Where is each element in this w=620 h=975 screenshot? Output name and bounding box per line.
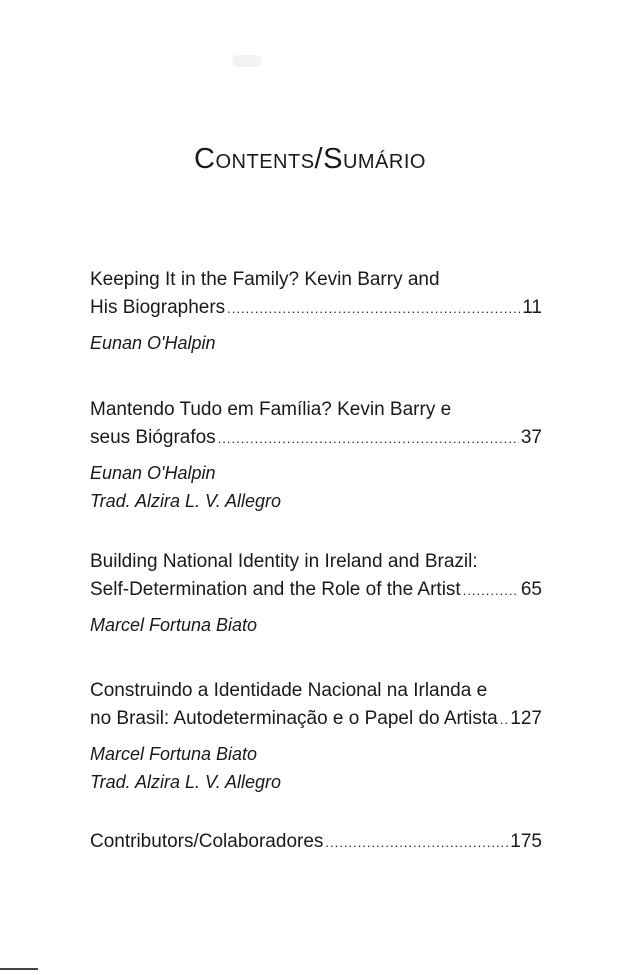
entry-title-line-1 [90,396,542,424]
entry-author: Eunan O'Halpin [90,333,216,353]
entry-title-line-1 [90,548,542,576]
entry-title-part-1: Building National Identity in Ireland and Brazil: [90,551,478,572]
entry-title-line-2 [90,576,542,605]
entry-page-number: 37 [520,427,542,448]
entry-title-line-1 [90,266,542,294]
entry-author: Marcel Fortuna Biato [90,615,258,635]
dot-leader [463,577,519,605]
entry-title-part-2: seus Biógrafos [90,427,216,448]
entry-title-line-2 [90,424,542,453]
toc-contributors [90,828,542,857]
dot-leader [227,295,520,323]
dot-leader [325,829,508,857]
entry-title-part-1: Mantendo Tudo em Família? Kevin Barry e [90,399,452,420]
page-edge-mark [0,968,38,970]
contributors-page-number: 175 [510,831,542,852]
contributors-label: Contributors/Colaboradores [90,831,324,852]
entry-page-number: 11 [522,297,542,318]
entry-title-line-2 [90,294,542,323]
entry-title-part-2: Self-Determination and the Role of the Artist [90,579,461,600]
dot-leader [218,425,519,453]
contributors-line [90,828,542,857]
entry-translator: Trad. Alzira L. V. Allegro [90,772,282,792]
toc-entry [90,548,542,639]
toc-entry [90,266,542,357]
entry-page-number: 127 [510,708,542,729]
page-title: Contents/Sumário [194,143,426,175]
toc-entry [90,396,542,515]
entry-page-number: 65 [520,579,542,600]
entry-title-part-2: His Biographers [90,297,226,318]
entry-title-part-2: no Brasil: Autodeterminação e o Papel do Artista [90,708,498,729]
entry-title-part-1: Construindo a Identidade Nacional na Irlanda e [90,680,488,701]
entry-title-part-1: Keeping It in the Family? Kevin Barry and [90,269,440,290]
entry-translator: Trad. Alzira L. V. Allegro [90,491,282,511]
entry-author: Eunan O'Halpin [90,463,216,483]
page-smudge [232,55,262,67]
toc-entry [90,677,542,796]
entry-author: Marcel Fortuna Biato [90,744,258,764]
dot-leader [500,706,509,734]
entry-title-line-2 [90,705,542,734]
entry-title-line-1 [90,677,542,705]
